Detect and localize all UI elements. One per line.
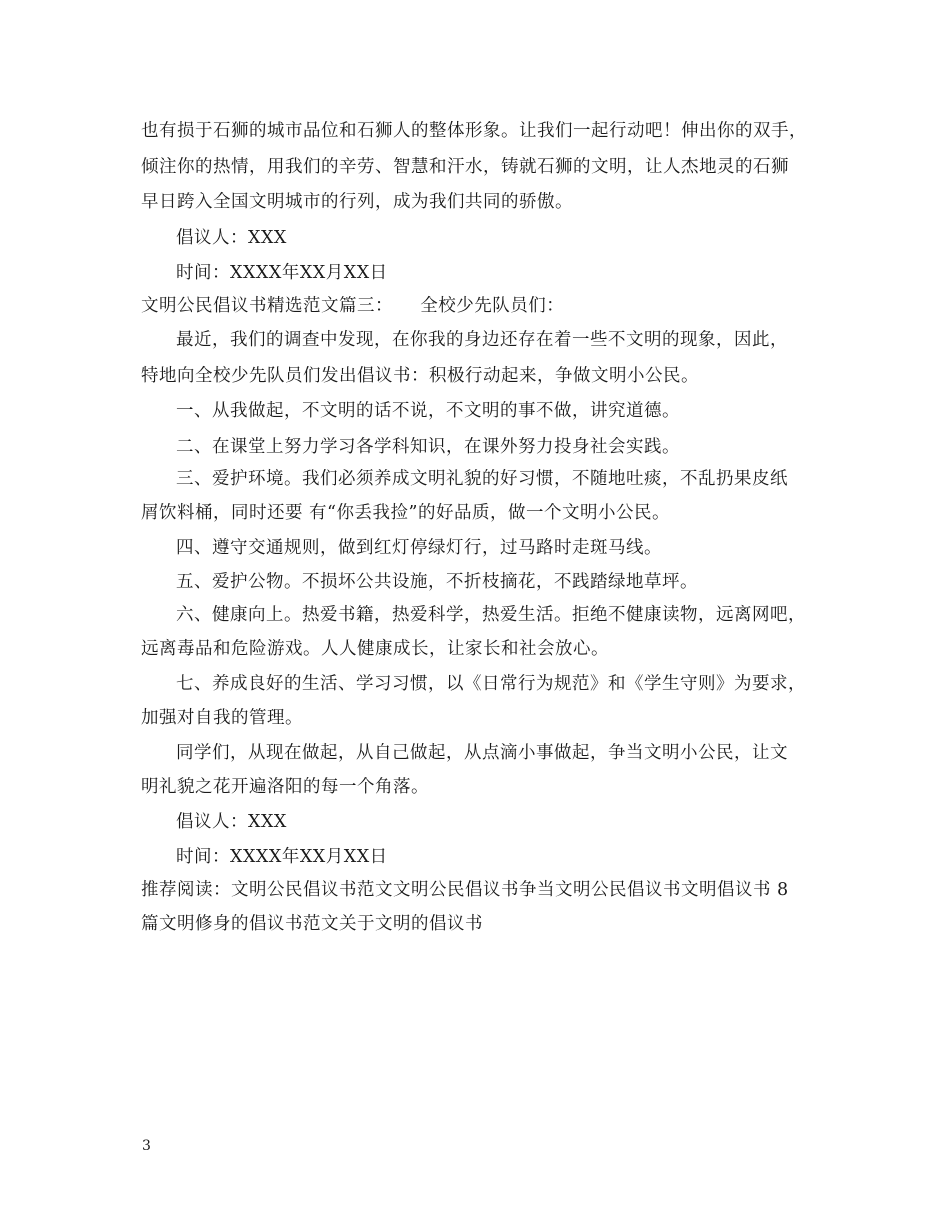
- list-item-continuation: 屑饮料桶，同时还要 有“你丢我捡”的好品质，做一个文明小公民。: [141, 503, 670, 523]
- list-item-continuation: 远离毒品和危险游戏。人人健康成长，让家长和社会放心。: [141, 639, 609, 659]
- section-heading: 文明公民倡议书精选范文篇三： 全校少先队员们：: [141, 296, 565, 316]
- page-number: 3: [142, 1138, 151, 1154]
- date-line: 时间：XXXX年XX月XX日: [176, 847, 388, 867]
- body-line: 同学们，从现在做起，从自己做起，从点滴小事做起，争当文明小公民，让文: [176, 743, 788, 763]
- date-line: 时间：XXXX年XX月XX日: [176, 263, 388, 283]
- body-line: 特地向全校少先队员们发出倡议书：积极行动起来，争做文明小公民。: [141, 366, 699, 386]
- body-line: 最近，我们的调查中发现，在你我的身边还存在着一些不文明的现象，因此，: [176, 330, 788, 350]
- list-item: 五、爱护公物。不损坏公共设施，不折枝摘花，不践踏绿地草坪。: [176, 572, 698, 592]
- list-item: 二、在课堂上努力学习各学科知识，在课外努力投身社会实践。: [176, 437, 680, 457]
- list-item: 七、养成良好的生活、学习习惯，以《日常行为规范》和《学生守则》为要求，: [176, 674, 806, 694]
- signatory-line: 倡议人：XXX: [176, 228, 287, 248]
- list-item: 一、从我做起，不文明的话不说，不文明的事不做，讲究道德。: [176, 401, 680, 421]
- list-item: 三、爱护环境。我们必须养成文明礼貌的好习惯，不随地吐痰，不乱扔果皮纸: [176, 469, 788, 489]
- body-line: 倾注你的热情，用我们的辛劳、智慧和汗水，铸就石狮的文明，让人杰地灵的石狮: [141, 157, 789, 177]
- recommended-reading: 篇文明修身的倡议书范文关于文明的倡议书: [141, 914, 483, 934]
- recommended-reading: 推荐阅读：文明公民倡议书范文文明公民倡议书争当文明公民倡议书文明倡议书 8: [141, 880, 789, 900]
- body-line: 明礼貌之花开遍洛阳的每一个角落。: [141, 777, 429, 797]
- signatory-line: 倡议人：XXX: [176, 812, 287, 832]
- list-item-continuation: 加强对自我的管理。: [141, 708, 303, 728]
- list-item: 四、遵守交通规则，做到红灯停绿灯行，过马路时走斑马线。: [176, 538, 662, 558]
- list-item: 六、健康向上。热爱书籍，热爱科学，热爱生活。拒绝不健康读物，远离网吧，: [176, 605, 806, 625]
- body-line: 早日跨入全国文明城市的行列，成为我们共同的骄傲。: [141, 192, 573, 212]
- body-line: 也有损于石狮的城市品位和石狮人的整体形象。让我们一起行动吧！伸出你的双手，: [141, 121, 807, 141]
